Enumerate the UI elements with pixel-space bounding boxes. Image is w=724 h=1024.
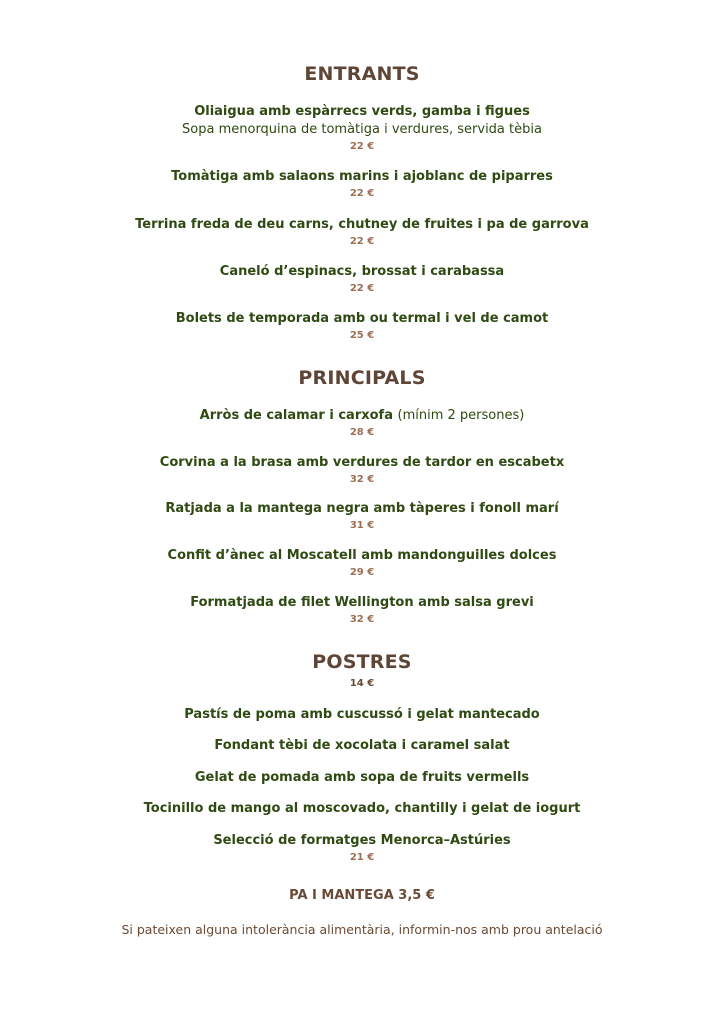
dish-price: 32 € — [349, 614, 375, 625]
dish-name: Terrina freda de deu carns, chutney de fruites i pa de garrova — [135, 217, 589, 232]
dish-name: Selecció de formatges Menorca–Astúries — [213, 833, 511, 848]
dish-price: 25 € — [349, 330, 375, 341]
dish-price: 22 € — [349, 236, 375, 247]
dish-note: (mínim 2 persones) — [397, 408, 525, 423]
dish-name: Ratjada a la mantega negra amb tàperes i fonoll marí — [165, 501, 559, 516]
section-price: 14 € — [349, 678, 375, 689]
dish-name: Oliaigua amb espàrrecs verds, gamba i figues — [194, 104, 530, 119]
dish-description: Sopa menorquina de tomàtiga i verdures, servida tèbia — [182, 122, 542, 137]
dish-name: Bolets de temporada amb ou termal i vel de camot — [175, 311, 549, 326]
dish-price: 31 € — [349, 520, 375, 531]
dish-price: 22 € — [349, 188, 375, 199]
dish-price: 29 € — [349, 567, 375, 578]
dish-name: Formatjada de filet Wellington amb salsa grevi — [190, 595, 534, 610]
dish-name: Tomàtiga amb salaons marins i ajoblanc de piparres — [171, 169, 553, 184]
dish-name: Pastís de poma amb cuscussó i gelat mantecado — [184, 707, 540, 722]
section-title-principals: PRINCIPALS — [298, 367, 426, 389]
allergy-notice: Si pateixen alguna intolerància alimentària, informin-nos amb prou antelació — [121, 922, 603, 937]
dish-name: Confit d’ànec al Moscatell amb mandonguilles dolces — [167, 548, 557, 563]
dish-name: Tocinillo de mango al moscovado, chantilly i gelat de iogurt — [143, 801, 581, 816]
dish-name: Caneló d’espinacs, brossat i carabassa — [219, 264, 505, 279]
section-title-entrants: ENTRANTS — [304, 63, 420, 85]
dish-price: 21 € — [349, 852, 375, 863]
bread-and-butter: PA I MANTEGA 3,5 € — [289, 888, 435, 903]
section-title-postres: POSTRES — [312, 651, 412, 673]
dish-name: Fondant tèbi de xocolata i caramel salat — [214, 738, 510, 753]
dish-name: Gelat de pomada amb sopa de fruits vermells — [194, 770, 530, 785]
dish-name-with-note — [0, 408, 724, 424]
dish-name: Corvina a la brasa amb verdures de tardor en escabetx — [159, 455, 565, 470]
dish-price: 28 € — [349, 427, 375, 438]
dish-price: 22 € — [349, 283, 375, 294]
dish-name: Arròs de calamar i carxofa — [199, 408, 393, 423]
dish-price: 22 € — [349, 141, 375, 152]
dish-price: 32 € — [349, 474, 375, 485]
